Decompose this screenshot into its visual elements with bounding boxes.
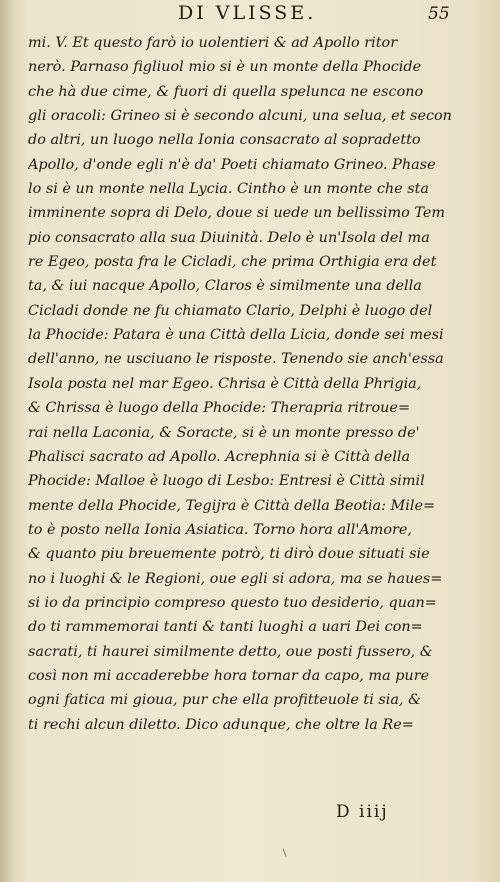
text-line: Apollo, d'onde egli n'è da' Poeti chiamato Grineo. Phase — [28, 156, 436, 173]
text-line: ta, & iui nacque Apollo, Claros è similmente una della — [28, 278, 422, 295]
stray-ink-mark — [282, 848, 286, 857]
body-text — [28, 31, 468, 737]
text-line: Isola posta nel mar Egeo. Chrisa è Città della Phrigia, — [28, 375, 422, 392]
text-line: gli oracoli: Grineo si è secondo alcuni, una selua, et secon — [28, 108, 452, 125]
text-line: re Egeo, posta fra le Cicladi, che prima Orthigia era det — [28, 254, 437, 271]
text-line: Phalisci sacrato ad Apollo. Acrephnia si è Città della — [28, 448, 411, 465]
text-line: Phocide: Malloe è luogo di Lesbo: Entresi è Città simil — [28, 473, 425, 490]
text-line: dell'anno, ne usciuano le risposte. Tenendo sie anch'essa — [28, 351, 444, 368]
text-line: mi. V. Et questo farò io uolentieri & ad Apollo ritor — [28, 35, 398, 51]
text-line: nerò. Parnaso figliuol mio si è un monte della Phocide — [28, 59, 422, 76]
text-line: & quanto piu breuemente potrò, ti dirò doue situati sie — [28, 546, 430, 563]
running-head — [0, 2, 500, 28]
text-line: do ti rammemorai tanti & tanti luoghi a uari Dei con= — [28, 619, 423, 636]
text-line: la Phocide: Patara è una Città della Licia, donde sei mesi — [28, 327, 444, 344]
text-line: pio consacrato alla sua Diuinità. Delo è un'Isola del ma — [28, 229, 430, 246]
page-number: 55 — [428, 4, 450, 24]
text-line: no i luoghi & le Regioni, oue egli si adora, ma se haues= — [28, 570, 443, 587]
text-line: mente della Phocide, Tegijra è Città della Beotia: Mile= — [28, 497, 436, 514]
text-line: to è posto nella Ionia Asiatica. Torno hora all'Amore, — [28, 521, 412, 538]
text-line: Cicladi donde ne fu chiamato Clario, Delphi è luogo del — [28, 302, 433, 319]
signature-mark: D iiij — [336, 802, 389, 822]
text-line: sacrati, ti haurei similmente detto, oue posti fussero, & — [28, 643, 433, 660]
text-line: do altri, un luogo nella Ionia consacrato al sopradetto — [28, 132, 421, 149]
text-line: rai nella Laconia, & Soracte, si è un monte presso de' — [28, 424, 420, 441]
text-line: così non mi accaderebbe hora tornar da capo, ma pure — [28, 667, 430, 684]
gutter-shadow — [0, 0, 14, 882]
text-line: si io da principio compreso questo tuo desiderio, quan= — [28, 594, 437, 611]
running-head-title: DI VLISSE. — [178, 2, 317, 24]
text-line: che hà due cime, & fuori di quella spelunca ne escono — [28, 83, 424, 100]
text-line: imminente sopra di Delo, doue si uede un bellissimo Tem — [28, 205, 446, 222]
text-line: ogni fatica mi gioua, pur che ella profitteuole ti sia, & — [28, 692, 421, 709]
text-line: ti rechi alcun diletto. Dico adunque, che oltre la Re= — [28, 716, 414, 733]
text-line: lo si è un monte nella Lycia. Cintho è un monte che sta — [28, 181, 430, 198]
text-line: & Chrissa è luogo della Phocide: Therapria ritroue= — [28, 400, 410, 417]
